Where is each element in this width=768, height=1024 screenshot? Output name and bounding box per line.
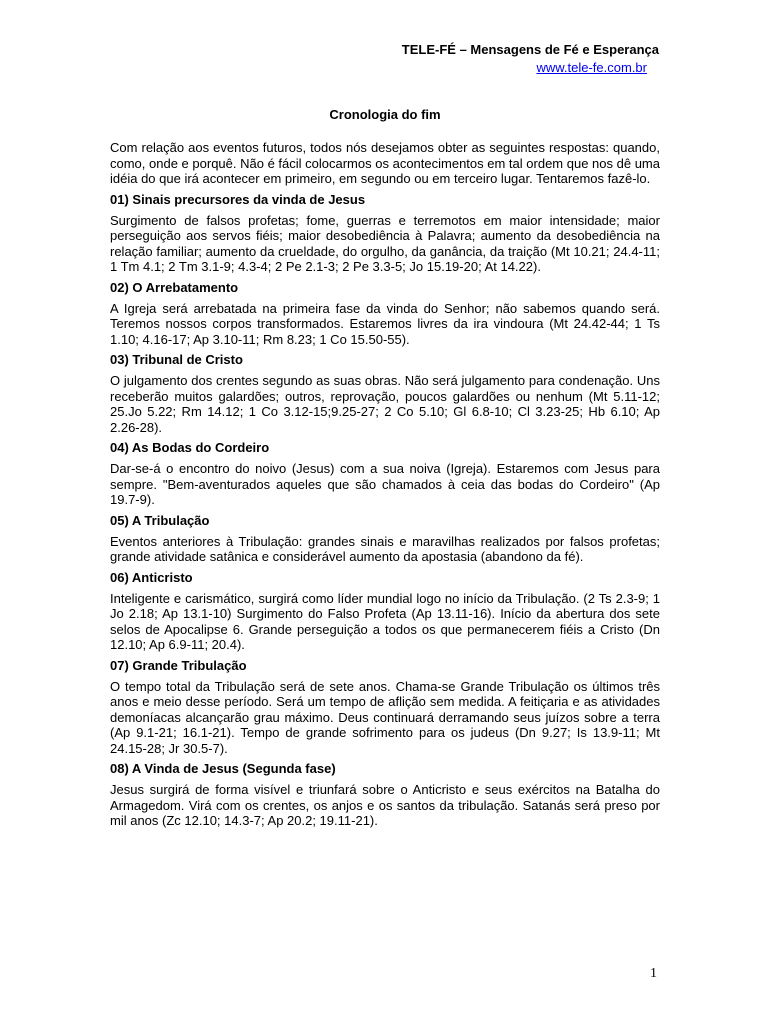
page-number: 1	[650, 966, 657, 981]
section-heading: 04) As Bodas do Cordeiro	[110, 440, 270, 455]
header-title: TELE-FÉ – Mensagens de Fé e Esperança	[401, 42, 659, 57]
section-heading: 07) Grande Tribulação	[110, 657, 247, 673]
section-heading: 06) Anticristo	[110, 569, 193, 585]
section-heading: 05) A Tribulação	[110, 512, 210, 528]
page-header	[139, 41, 659, 77]
document-title: Cronologia do fim	[329, 107, 441, 122]
section-heading: 08) A Vinda de Jesus (Segunda fase)	[110, 761, 336, 776]
section-text: Jesus surgirá de forma visível e triunfará sobre o Anticristo e seus exércitos na Batalha do Armagedom. Virá com os crentes, os anjos e os santos da tribulação. Satanás será preso por mil anos (Zc 12.10; 14.3-7; Ap 20.2; 19.11-21).	[110, 782, 660, 828]
section-text: Eventos anteriores à Tribulação: grandes sinais e maravilhas realizados por falsos profetas; grande atividade satânica e considerável aumento da apostasia (abandono da fé).	[110, 533, 660, 564]
section-text: A Igreja será arrebatada na primeira fase da vinda do Senhor; não sabemos quando será. Teremos nossos corpos transformados. Estaremos livres da ira vindoura (Mt 24.42-44; 1 Ts 1.10; 4.16-17; Ap 3.10-11; Rm 8.23; 1 Co 15.50-55).	[110, 300, 660, 347]
section-heading: 03) Tribunal de Cristo	[110, 352, 243, 367]
section-heading: 02) O Arrebatamento	[110, 279, 239, 295]
section-text: Surgimento de falsos profetas; fome, guerras e terremotos em maior intensidade; maior perseguição aos servos fiéis; maior desobediência à Palavra; aumento da desobediência na relação familiar; aumento da crueldade, do orgulho, da ganância, da traição (Mt 10.21; 24.4-11; 1 Tm 4.1; 2 Tm 3.1-9; 4.3-4; 2 Pe 2.1-3; 2 Pe 3.3-5; Jo 15.19-20; At 14.22).	[110, 212, 660, 274]
section-text: O julgamento dos crentes segundo as suas obras. Não será julgamento para condenação. Uns receberão muitos galardões; outros, reprovação, poucos galardões ou nenhum (Mt 5.11-12; 25.Jo 5.22; Rm 14.12; 1 Co 3.12-15;9.25-27; 2 Co 5.10; Gl 6.8-10; Cl 3.23-25; Hb 6.10; Ap 2.26-28).	[110, 373, 660, 435]
intro-paragraph: Com relação aos eventos futuros, todos nós desejamos obter as seguintes respostas: quando, como, onde e porquê. Não é fácil colocarmos os acontecimentos em tal ordem que nos dê uma idéia do que irá acontecer em primeiro, em segundo ou em terceiro lugar. Tentaremos fazê-lo.	[110, 140, 660, 186]
document-body	[110, 106, 660, 834]
section-text: Dar-se-á o encontro do noivo (Jesus) com a sua noiva (Igreja). Estaremos com Jesus para sempre. "Bem-aventurados aqueles que são chamados à ceia das bodas do Cordeiro" (Ap 19.7-9).	[110, 461, 660, 507]
section-text: O tempo total da Tribulação será de sete anos. Chama-se Grande Tribulação os últimos três anos e meio desse período. Será um tempo de aflição sem medida. A feitiçaria e as atividades demoníacas alcançarão grau máximo. Deus continuará derramando seus juízos sobre a terra (Ap 9.1-21; 16.1-21). Tempo de grande sofrimento para os judeus (Dn 9.27; Is 13.9-11; Mt 24.15-28; Jr 30.5-7).	[110, 678, 660, 756]
section-heading: 01) Sinais precursores da vinda de Jesus	[110, 191, 366, 207]
website-link[interactable]: www.tele-fe.com.br	[536, 60, 647, 75]
section-text: Inteligente e carismático, surgirá como líder mundial logo no início da Tribulação. (2 Ts 2.3-9; 1 Jo 2.18; Ap 13.1-10) Surgimento do Falso Profeta (Ap 13.11-16). Início da abertura dos sete selos de Apocalipse 6. Grande perseguição a todos os que permanecerem fiéis a Cristo (Dn 12.10; Ap 6.9-11; 20.4).	[110, 590, 660, 652]
